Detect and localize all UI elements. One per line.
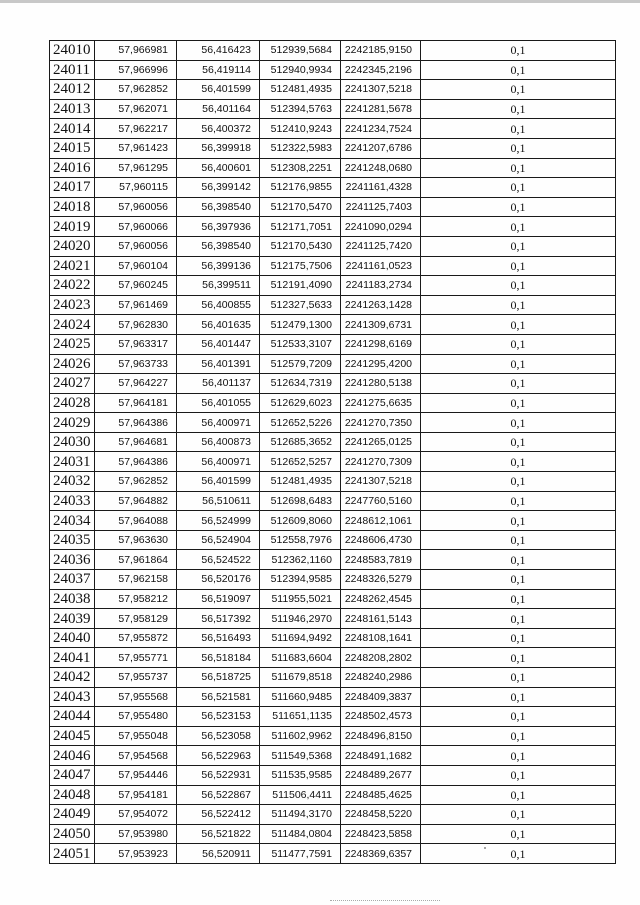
cell-accuracy: 0,1: [421, 844, 616, 864]
cell-accuracy: 0,1: [421, 178, 616, 198]
table-row: [50, 746, 616, 766]
table-row: [50, 256, 616, 276]
table-row: [50, 295, 616, 315]
cell-coord-y: 2241270,7350: [341, 413, 421, 433]
cell-coord-x: 511683,6604: [260, 648, 341, 668]
cell-coord-b: 56,397936: [177, 217, 260, 237]
cell-coord-b: 56,524999: [177, 511, 260, 531]
cell-coord-b: 56,401391: [177, 354, 260, 374]
cell-point-number: 24027: [50, 374, 95, 394]
cell-coord-b: 56,419114: [177, 60, 260, 80]
cell-point-number: 24029: [50, 413, 95, 433]
cell-coord-b: 56,400873: [177, 432, 260, 452]
cell-coord-a: 57,962071: [95, 99, 177, 119]
cell-coord-a: 57,960056: [95, 236, 177, 256]
cell-coord-a: 57,964386: [95, 413, 177, 433]
cell-accuracy: 0,1: [421, 824, 616, 844]
cell-coord-y: 2248262,4545: [341, 589, 421, 609]
cell-coord-y: 2241275,6635: [341, 393, 421, 413]
cell-point-number: 24037: [50, 570, 95, 590]
cell-point-number: 24033: [50, 491, 95, 511]
table-row: [50, 824, 616, 844]
cell-coord-x: 512176,9855: [260, 178, 341, 198]
cell-accuracy: 0,1: [421, 648, 616, 668]
cell-coord-x: 512940,9934: [260, 60, 341, 80]
cell-coord-b: 56,400601: [177, 158, 260, 178]
cell-point-number: 24032: [50, 472, 95, 492]
cell-point-number: 24040: [50, 628, 95, 648]
cell-accuracy: 0,1: [421, 452, 616, 472]
cell-point-number: 24044: [50, 707, 95, 727]
cell-accuracy: 0,1: [421, 276, 616, 296]
table-row: [50, 452, 616, 472]
cell-coord-x: 512170,5430: [260, 236, 341, 256]
cell-accuracy: 0,1: [421, 393, 616, 413]
cell-point-number: 24043: [50, 687, 95, 707]
table-row: [50, 550, 616, 570]
cell-coord-x: 512362,1160: [260, 550, 341, 570]
cell-coord-x: 511651,1135: [260, 707, 341, 727]
table-row: [50, 570, 616, 590]
cell-point-number: 24038: [50, 589, 95, 609]
cell-coord-a: 57,966996: [95, 60, 177, 80]
cell-point-number: 24025: [50, 334, 95, 354]
cell-coord-y: 2241309,6731: [341, 315, 421, 335]
cell-coord-y: 2241281,5678: [341, 99, 421, 119]
cell-coord-b: 56,398540: [177, 197, 260, 217]
table-row: [50, 80, 616, 100]
cell-point-number: 24030: [50, 432, 95, 452]
cell-coord-y: 2248612,1061: [341, 511, 421, 531]
cell-point-number: 24026: [50, 354, 95, 374]
cell-coord-x: 512609,8060: [260, 511, 341, 531]
cell-point-number: 24047: [50, 765, 95, 785]
cell-coord-b: 56,400372: [177, 119, 260, 139]
cell-coord-y: 2241248,0680: [341, 158, 421, 178]
cell-point-number: 24049: [50, 805, 95, 825]
cell-coord-y: 2248240,2986: [341, 668, 421, 688]
cell-coord-a: 57,964227: [95, 374, 177, 394]
cell-coord-x: 512394,9585: [260, 570, 341, 590]
cell-coord-b: 56,400855: [177, 295, 260, 315]
table-row: [50, 432, 616, 452]
cell-accuracy: 0,1: [421, 60, 616, 80]
cell-point-number: 24024: [50, 315, 95, 335]
cell-coord-y: 2242345,2196: [341, 60, 421, 80]
cell-coord-y: 2247760,5160: [341, 491, 421, 511]
cell-coord-b: 56,400971: [177, 452, 260, 472]
cell-point-number: 24013: [50, 99, 95, 119]
cell-coord-y: 2248502,4573: [341, 707, 421, 727]
cell-coord-b: 56,520176: [177, 570, 260, 590]
cell-point-number: 24022: [50, 276, 95, 296]
cell-coord-a: 57,962830: [95, 315, 177, 335]
cell-accuracy: 0,1: [421, 295, 616, 315]
table-row: [50, 707, 616, 727]
cell-coord-y: 2248108,1641: [341, 628, 421, 648]
table-row: [50, 413, 616, 433]
cell-point-number: 24019: [50, 217, 95, 237]
scan-speck: [484, 847, 486, 849]
cell-accuracy: 0,1: [421, 726, 616, 746]
cell-coord-b: 56,400971: [177, 413, 260, 433]
cell-point-number: 24012: [50, 80, 95, 100]
coordinates-table: [49, 40, 616, 864]
cell-coord-x: 511602,9962: [260, 726, 341, 746]
cell-coord-b: 56,510611: [177, 491, 260, 511]
cell-coord-y: 2241207,6786: [341, 138, 421, 158]
table-row: [50, 158, 616, 178]
cell-accuracy: 0,1: [421, 80, 616, 100]
cell-point-number: 24041: [50, 648, 95, 668]
cell-coord-b: 56,521581: [177, 687, 260, 707]
cell-accuracy: 0,1: [421, 119, 616, 139]
cell-coord-x: 512175,7506: [260, 256, 341, 276]
cell-coord-x: 511679,8518: [260, 668, 341, 688]
cell-coord-x: 512308,2251: [260, 158, 341, 178]
cell-coord-x: 511506,4411: [260, 785, 341, 805]
cell-coord-b: 56,399136: [177, 256, 260, 276]
cell-coord-a: 57,962852: [95, 80, 177, 100]
cell-accuracy: 0,1: [421, 570, 616, 590]
cell-coord-a: 57,964088: [95, 511, 177, 531]
cell-coord-y: 2241161,4328: [341, 178, 421, 198]
cell-coord-b: 56,401164: [177, 99, 260, 119]
cell-coord-y: 2248369,6357: [341, 844, 421, 864]
cell-point-number: 24051: [50, 844, 95, 864]
cell-coord-a: 57,961469: [95, 295, 177, 315]
cell-point-number: 24031: [50, 452, 95, 472]
cell-accuracy: 0,1: [421, 217, 616, 237]
cell-point-number: 24016: [50, 158, 95, 178]
cell-coord-b: 56,516493: [177, 628, 260, 648]
cell-accuracy: 0,1: [421, 158, 616, 178]
cell-coord-x: 512410,9243: [260, 119, 341, 139]
cell-coord-b: 56,522412: [177, 805, 260, 825]
cell-coord-b: 56,524904: [177, 530, 260, 550]
cell-coord-a: 57,962852: [95, 472, 177, 492]
table-row: [50, 589, 616, 609]
cell-coord-a: 57,966981: [95, 41, 177, 61]
cell-point-number: 24028: [50, 393, 95, 413]
table-row: [50, 393, 616, 413]
cell-coord-b: 56,518184: [177, 648, 260, 668]
cell-coord-x: 512939,5684: [260, 41, 341, 61]
cell-coord-y: 2241270,7309: [341, 452, 421, 472]
cell-coord-y: 2242185,9150: [341, 41, 421, 61]
cell-coord-b: 56,398540: [177, 236, 260, 256]
cell-point-number: 24035: [50, 530, 95, 550]
cell-coord-y: 2248583,7819: [341, 550, 421, 570]
table-row: [50, 687, 616, 707]
cell-coord-a: 57,961295: [95, 158, 177, 178]
cell-coord-x: 512629,6023: [260, 393, 341, 413]
cell-point-number: 24018: [50, 197, 95, 217]
cell-coord-b: 56,522931: [177, 765, 260, 785]
cell-coord-b: 56,517392: [177, 609, 260, 629]
cell-accuracy: 0,1: [421, 628, 616, 648]
cell-accuracy: 0,1: [421, 746, 616, 766]
cell-coord-x: 511484,0804: [260, 824, 341, 844]
table-row: [50, 374, 616, 394]
cell-accuracy: 0,1: [421, 256, 616, 276]
cell-accuracy: 0,1: [421, 589, 616, 609]
cell-coord-y: 2248458,5220: [341, 805, 421, 825]
table-row: [50, 236, 616, 256]
cell-coord-a: 57,961423: [95, 138, 177, 158]
cell-coord-x: 512170,5470: [260, 197, 341, 217]
cell-coord-x: 512479,1300: [260, 315, 341, 335]
cell-coord-x: 511494,3170: [260, 805, 341, 825]
cell-coord-a: 57,964681: [95, 432, 177, 452]
cell-coord-y: 2241234,7524: [341, 119, 421, 139]
cell-accuracy: 0,1: [421, 707, 616, 727]
table-row: [50, 491, 616, 511]
cell-coord-b: 56,520911: [177, 844, 260, 864]
cell-coord-x: 512481,4935: [260, 80, 341, 100]
cell-coord-a: 57,960245: [95, 276, 177, 296]
cell-coord-x: 512481,4935: [260, 472, 341, 492]
cell-coord-a: 57,963317: [95, 334, 177, 354]
cell-accuracy: 0,1: [421, 374, 616, 394]
cell-coord-a: 57,964386: [95, 452, 177, 472]
cell-coord-x: 511535,9585: [260, 765, 341, 785]
cell-coord-x: 511694,9492: [260, 628, 341, 648]
cell-coord-y: 2241307,5218: [341, 472, 421, 492]
cell-coord-b: 56,523058: [177, 726, 260, 746]
cell-coord-b: 56,522867: [177, 785, 260, 805]
footer-faint-mark: [330, 900, 440, 902]
cell-coord-a: 57,961864: [95, 550, 177, 570]
cell-point-number: 24050: [50, 824, 95, 844]
cell-point-number: 24010: [50, 41, 95, 61]
table-row: [50, 178, 616, 198]
cell-coord-a: 57,954181: [95, 785, 177, 805]
cell-coord-y: 2248485,4625: [341, 785, 421, 805]
cell-coord-a: 57,962158: [95, 570, 177, 590]
cell-coord-a: 57,955737: [95, 668, 177, 688]
cell-coord-x: 512191,4090: [260, 276, 341, 296]
cell-point-number: 24021: [50, 256, 95, 276]
cell-coord-x: 511477,7591: [260, 844, 341, 864]
cell-point-number: 24045: [50, 726, 95, 746]
cell-accuracy: 0,1: [421, 765, 616, 785]
table-row: [50, 785, 616, 805]
cell-accuracy: 0,1: [421, 334, 616, 354]
cell-point-number: 24036: [50, 550, 95, 570]
cell-coord-y: 2248208,2802: [341, 648, 421, 668]
cell-accuracy: 0,1: [421, 236, 616, 256]
table-row: [50, 628, 616, 648]
cell-accuracy: 0,1: [421, 413, 616, 433]
cell-coord-a: 57,963630: [95, 530, 177, 550]
cell-point-number: 24020: [50, 236, 95, 256]
cell-accuracy: 0,1: [421, 197, 616, 217]
cell-coord-b: 56,521822: [177, 824, 260, 844]
table-row: [50, 41, 616, 61]
cell-coord-a: 57,955480: [95, 707, 177, 727]
cell-coord-y: 2241125,7420: [341, 236, 421, 256]
cell-accuracy: 0,1: [421, 609, 616, 629]
cell-coord-y: 2248606,4730: [341, 530, 421, 550]
cell-accuracy: 0,1: [421, 432, 616, 452]
cell-coord-a: 57,960056: [95, 197, 177, 217]
cell-coord-b: 56,399511: [177, 276, 260, 296]
cell-coord-x: 512533,3107: [260, 334, 341, 354]
cell-coord-a: 57,960115: [95, 178, 177, 198]
cell-coord-y: 2248161,5143: [341, 609, 421, 629]
cell-coord-y: 2241280,5138: [341, 374, 421, 394]
cell-point-number: 24015: [50, 138, 95, 158]
table-row: [50, 726, 616, 746]
cell-coord-a: 57,953923: [95, 844, 177, 864]
cell-coord-a: 57,958212: [95, 589, 177, 609]
cell-accuracy: 0,1: [421, 315, 616, 335]
cell-accuracy: 0,1: [421, 138, 616, 158]
cell-coord-y: 2241090,0294: [341, 217, 421, 237]
table-row: [50, 530, 616, 550]
table-row: [50, 648, 616, 668]
cell-point-number: 24011: [50, 60, 95, 80]
cell-coord-a: 57,964882: [95, 491, 177, 511]
cell-coord-b: 56,399142: [177, 178, 260, 198]
cell-coord-b: 56,523153: [177, 707, 260, 727]
cell-coord-y: 2241295,4200: [341, 354, 421, 374]
cell-coord-b: 56,519097: [177, 589, 260, 609]
cell-coord-x: 512652,5226: [260, 413, 341, 433]
table-row: [50, 217, 616, 237]
cell-coord-x: 512634,7319: [260, 374, 341, 394]
cell-coord-x: 512322,5983: [260, 138, 341, 158]
cell-coord-x: 511946,2970: [260, 609, 341, 629]
cell-coord-y: 2248423,5858: [341, 824, 421, 844]
cell-accuracy: 0,1: [421, 99, 616, 119]
cell-coord-b: 56,416423: [177, 41, 260, 61]
cell-coord-y: 2248489,2677: [341, 765, 421, 785]
table-row: [50, 138, 616, 158]
cell-accuracy: 0,1: [421, 785, 616, 805]
cell-coord-a: 57,955568: [95, 687, 177, 707]
cell-coord-a: 57,962217: [95, 119, 177, 139]
cell-point-number: 24023: [50, 295, 95, 315]
table-row: [50, 197, 616, 217]
cell-coord-y: 2241307,5218: [341, 80, 421, 100]
cell-point-number: 24034: [50, 511, 95, 531]
cell-coord-a: 57,955048: [95, 726, 177, 746]
cell-coord-a: 57,954446: [95, 765, 177, 785]
table-row: [50, 276, 616, 296]
cell-coord-y: 2241161,0523: [341, 256, 421, 276]
cell-coord-b: 56,524522: [177, 550, 260, 570]
cell-coord-y: 2241125,7403: [341, 197, 421, 217]
cell-coord-a: 57,960104: [95, 256, 177, 276]
cell-accuracy: 0,1: [421, 354, 616, 374]
table-row: [50, 119, 616, 139]
table-row: [50, 60, 616, 80]
cell-coord-x: 512327,5633: [260, 295, 341, 315]
cell-point-number: 24017: [50, 178, 95, 198]
cell-coord-x: 512698,6483: [260, 491, 341, 511]
cell-coord-a: 57,954072: [95, 805, 177, 825]
cell-coord-b: 56,522963: [177, 746, 260, 766]
scan-edge-shadow: [0, 0, 640, 3]
cell-accuracy: 0,1: [421, 41, 616, 61]
cell-coord-x: 512579,7209: [260, 354, 341, 374]
cell-coord-y: 2241265,0125: [341, 432, 421, 452]
cell-accuracy: 0,1: [421, 511, 616, 531]
cell-point-number: 24039: [50, 609, 95, 629]
cell-coord-y: 2248409,3837: [341, 687, 421, 707]
cell-coord-b: 56,518725: [177, 668, 260, 688]
cell-coord-x: 512558,7976: [260, 530, 341, 550]
cell-coord-y: 2241298,6169: [341, 334, 421, 354]
cell-coord-x: 511660,9485: [260, 687, 341, 707]
cell-point-number: 24048: [50, 785, 95, 805]
cell-coord-x: 512652,5257: [260, 452, 341, 472]
cell-coord-y: 2248496,8150: [341, 726, 421, 746]
cell-point-number: 24042: [50, 668, 95, 688]
cell-accuracy: 0,1: [421, 550, 616, 570]
cell-accuracy: 0,1: [421, 805, 616, 825]
cell-coord-b: 56,401137: [177, 374, 260, 394]
cell-coord-b: 56,401635: [177, 315, 260, 335]
table-row: [50, 609, 616, 629]
cell-coord-b: 56,401055: [177, 393, 260, 413]
table-row: [50, 511, 616, 531]
cell-accuracy: 0,1: [421, 530, 616, 550]
cell-point-number: 24046: [50, 746, 95, 766]
table-row: [50, 472, 616, 492]
coordinates-table-body: [50, 41, 616, 864]
cell-coord-b: 56,401599: [177, 472, 260, 492]
table-row: [50, 844, 616, 864]
cell-coord-a: 57,955872: [95, 628, 177, 648]
table-row: [50, 765, 616, 785]
cell-coord-a: 57,955771: [95, 648, 177, 668]
table-row: [50, 315, 616, 335]
cell-coord-x: 512171,7051: [260, 217, 341, 237]
cell-point-number: 24014: [50, 119, 95, 139]
cell-coord-y: 2241263,1428: [341, 295, 421, 315]
cell-coord-x: 512685,3652: [260, 432, 341, 452]
cell-coord-a: 57,960066: [95, 217, 177, 237]
cell-coord-y: 2241183,2734: [341, 276, 421, 296]
table-row: [50, 668, 616, 688]
cell-coord-y: 2248326,5279: [341, 570, 421, 590]
cell-coord-x: 511955,5021: [260, 589, 341, 609]
cell-accuracy: 0,1: [421, 687, 616, 707]
cell-coord-a: 57,953980: [95, 824, 177, 844]
table-row: [50, 354, 616, 374]
table-row: [50, 99, 616, 119]
cell-coord-a: 57,963733: [95, 354, 177, 374]
table-row: [50, 805, 616, 825]
cell-coord-x: 511549,5368: [260, 746, 341, 766]
cell-coord-y: 2248491,1682: [341, 746, 421, 766]
cell-accuracy: 0,1: [421, 491, 616, 511]
cell-coord-b: 56,401447: [177, 334, 260, 354]
table-row: [50, 334, 616, 354]
cell-coord-x: 512394,5763: [260, 99, 341, 119]
cell-coord-b: 56,399918: [177, 138, 260, 158]
cell-coord-a: 57,958129: [95, 609, 177, 629]
cell-coord-b: 56,401599: [177, 80, 260, 100]
cell-coord-a: 57,964181: [95, 393, 177, 413]
cell-accuracy: 0,1: [421, 472, 616, 492]
cell-coord-a: 57,954568: [95, 746, 177, 766]
cell-accuracy: 0,1: [421, 668, 616, 688]
